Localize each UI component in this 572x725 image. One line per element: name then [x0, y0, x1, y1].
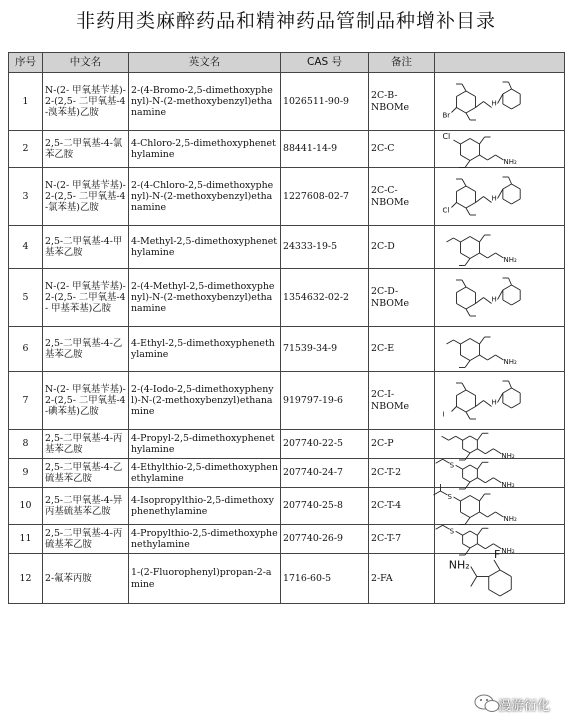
cas-number: 1026511-90-9 [281, 73, 369, 131]
header-cn-name: 中文名 [43, 53, 129, 73]
structure-cell [435, 547, 565, 604]
cas-number: 207740-24-7 [281, 459, 369, 488]
cas-number: 24333-19-5 [281, 226, 369, 269]
structure-atom-label: NH₂ [501, 451, 515, 460]
english-name: 4-Methyl-2,5-dimethoxyphenethylamine [129, 226, 281, 269]
note-code: 2C-C [369, 131, 435, 168]
structure-atom-label: H [491, 295, 497, 303]
note-code: 2C-D [369, 226, 435, 269]
english-name: 4-Propyl-2,5-dimethoxyphenethylamine [129, 430, 281, 459]
header-structure [435, 53, 565, 73]
structure-cell [435, 430, 565, 459]
note-code: 2C-T-7 [369, 525, 435, 554]
row-number: 12 [9, 554, 43, 604]
chinese-name: N-(2- 甲氧基苄基)-2-(2,5- 二甲氧基-4-碘苯基)乙胺 [43, 372, 129, 430]
table-row [9, 430, 565, 459]
structure-cell [435, 226, 565, 269]
note-code: 2C-C-NBOMe [369, 168, 435, 226]
drug-control-table [8, 52, 565, 604]
header-note: 备注 [369, 53, 435, 73]
structure-atom-label: H [491, 398, 497, 406]
chinese-name: N-(2- 甲氧基苄基)-2-(2,5- 二甲氧基-4-氯苯基)乙胺 [43, 168, 129, 226]
table-row [9, 372, 565, 430]
header-no: 序号 [9, 53, 43, 73]
chinese-name: 2,5-二甲氧基-4-丙基苯乙胺 [43, 430, 129, 459]
chinese-name: 2,5-二甲氧基-4-甲基苯乙胺 [43, 226, 129, 269]
table-row [9, 73, 565, 131]
structure-atom-label: Cl [442, 131, 451, 141]
note-code: 2C-E [369, 327, 435, 372]
structure-atom-label: NH₂ [501, 480, 515, 489]
structure-cell [435, 73, 565, 131]
table-row [9, 168, 565, 226]
structure-cell [435, 131, 565, 168]
english-name: 4-Ethylthio-2,5-dimethoxyphenethylamine [129, 459, 281, 488]
table-header-row [9, 53, 565, 73]
isopropylthio-phenethylamine-structure [436, 490, 560, 523]
note-code: 2C-P [369, 430, 435, 459]
english-name: 2-(4-Chloro-2,5-dimethoxyphenyl)-N-(2-methoxybenzyl)ethanamine [129, 168, 281, 226]
english-name: 2-(4-Iodo-2,5-dimethoxyphenyl)-N-(2-methoxybenzyl)ethanamine [129, 372, 281, 430]
chinese-name: N-(2- 甲氧基苄基)-2-(2,5- 二甲氧基-4-溴苯基)乙胺 [43, 73, 129, 131]
methyl-phenethylamine-structure [436, 228, 560, 267]
chinese-name: 2,5-二甲氧基-4-异丙基硫基苯乙胺 [43, 488, 129, 525]
structure-cell [435, 488, 565, 525]
structure-atom-label: NH₂ [503, 255, 517, 264]
note-code: 2C-T-4 [369, 488, 435, 525]
row-number: 10 [9, 488, 43, 525]
row-number: 4 [9, 226, 43, 269]
english-name: 4-Isopropylthio-2,5-dimethoxyphenethylamine [129, 488, 281, 525]
cas-number: 88441-14-9 [281, 131, 369, 168]
table-row [9, 488, 565, 525]
structure-atom-label: H [491, 194, 497, 202]
structure-cell [435, 459, 565, 488]
table-row [9, 327, 565, 372]
english-name: 2-(4-Bromo-2,5-dimethoxyphenyl)-N-(2-methoxybenzyl)ethanamine [129, 73, 281, 131]
row-number: 6 [9, 327, 43, 372]
nbome-chloro-structure [436, 170, 560, 224]
note-code: 2C-I-NBOMe [369, 372, 435, 430]
structure-atom-label: Br [442, 111, 451, 119]
chinese-name: 2,5-二甲氧基-4-乙基苯乙胺 [43, 327, 129, 372]
note-code: 2C-D-NBOMe [369, 269, 435, 327]
cas-number: 1716-60-5 [281, 554, 369, 604]
structure-atom-label: NH₂ [503, 357, 517, 366]
chinese-name: 2,5-二甲氧基-4-丙硫基苯乙胺 [43, 525, 129, 554]
structure-atom-label: NH₂ [501, 546, 515, 555]
row-number: 5 [9, 269, 43, 327]
row-number: 3 [9, 168, 43, 226]
header-cas: CAS 号 [281, 53, 369, 73]
chinese-name: N-(2- 甲氧基苄基)-2-(2,5- 二甲氧基-4- 甲基苯基)乙胺 [43, 269, 129, 327]
table-row [9, 554, 565, 604]
table-row [9, 226, 565, 269]
cas-number: 207740-25-8 [281, 488, 369, 525]
structure-atom-label: S [447, 492, 452, 501]
structure-atom-label: F [494, 547, 501, 561]
structure-atom-label: S [449, 460, 455, 469]
cas-number: 1354632-02-2 [281, 269, 369, 327]
chloro-phenethylamine-structure [436, 133, 560, 166]
cas-number: 1227608-02-7 [281, 168, 369, 226]
structure-atom-label: NH₂ [448, 558, 470, 571]
note-code: 2C-B-NBOMe [369, 73, 435, 131]
table-row [9, 131, 565, 168]
english-name: 4-Chloro-2,5-dimethoxyphenethylamine [129, 131, 281, 168]
chinese-name: 2,5-二甲氧基-4-氯苯乙胺 [43, 131, 129, 168]
chinese-name: 2,5-二甲氧基-4-乙硫基苯乙胺 [43, 459, 129, 488]
note-code: 2C-T-2 [369, 459, 435, 488]
structure-cell [435, 168, 565, 226]
structure-atom-label: NH₂ [503, 157, 517, 166]
row-number: 9 [9, 459, 43, 488]
structure-atom-label: NH₂ [503, 514, 517, 523]
header-en-name: 英文名 [129, 53, 281, 73]
structure-atom-label: I [442, 410, 445, 418]
table-row [9, 525, 565, 554]
nbome-methyl-structure [436, 271, 560, 325]
ethylthio-phenethylamine-structure [436, 460, 560, 489]
ethyl-phenethylamine-structure [436, 329, 560, 370]
cas-number: 71539-34-9 [281, 327, 369, 372]
structure-atom-label: H [491, 99, 497, 107]
row-number: 8 [9, 430, 43, 459]
cas-number: 207740-22-5 [281, 430, 369, 459]
english-name: 1-(2-Fluorophenyl)propan-2-amine [129, 554, 281, 604]
structure-atom-label: Cl [442, 206, 450, 214]
row-number: 11 [9, 525, 43, 554]
cas-number: 919797-19-6 [281, 372, 369, 430]
row-number: 7 [9, 372, 43, 430]
nbome-bromo-structure [436, 75, 560, 129]
structure-cell [435, 327, 565, 372]
propyl-phenethylamine-structure [436, 432, 560, 460]
english-name: 4-Propylthio-2,5-dimethoxyphenethylamine [129, 525, 281, 554]
chinese-name: 2-氟苯丙胺 [43, 554, 129, 604]
document-title: 非药用类麻醉药品和精神药品管制品种增补目录 [75, 10, 496, 32]
row-number: 1 [9, 73, 43, 131]
table-row [9, 459, 565, 488]
watermark-text: 漫游衍化 [498, 699, 551, 714]
structure-atom-label: S [449, 526, 455, 535]
row-number: 2 [9, 131, 43, 168]
nbome-iodo-structure [436, 374, 560, 428]
table-row [9, 269, 565, 327]
structure-cell [435, 269, 565, 327]
english-name: 4-Ethyl-2,5-dimethoxyphenethylamine [129, 327, 281, 372]
note-code: 2-FA [369, 554, 435, 604]
cas-number: 207740-26-9 [281, 525, 369, 554]
structure-cell [435, 372, 565, 430]
english-name: 2-(4-Methyl-2,5-dimethoxyphenyl)-N-(2-methoxybenzyl)ethanamine [129, 269, 281, 327]
fluoroamphetamine-structure [436, 547, 560, 602]
